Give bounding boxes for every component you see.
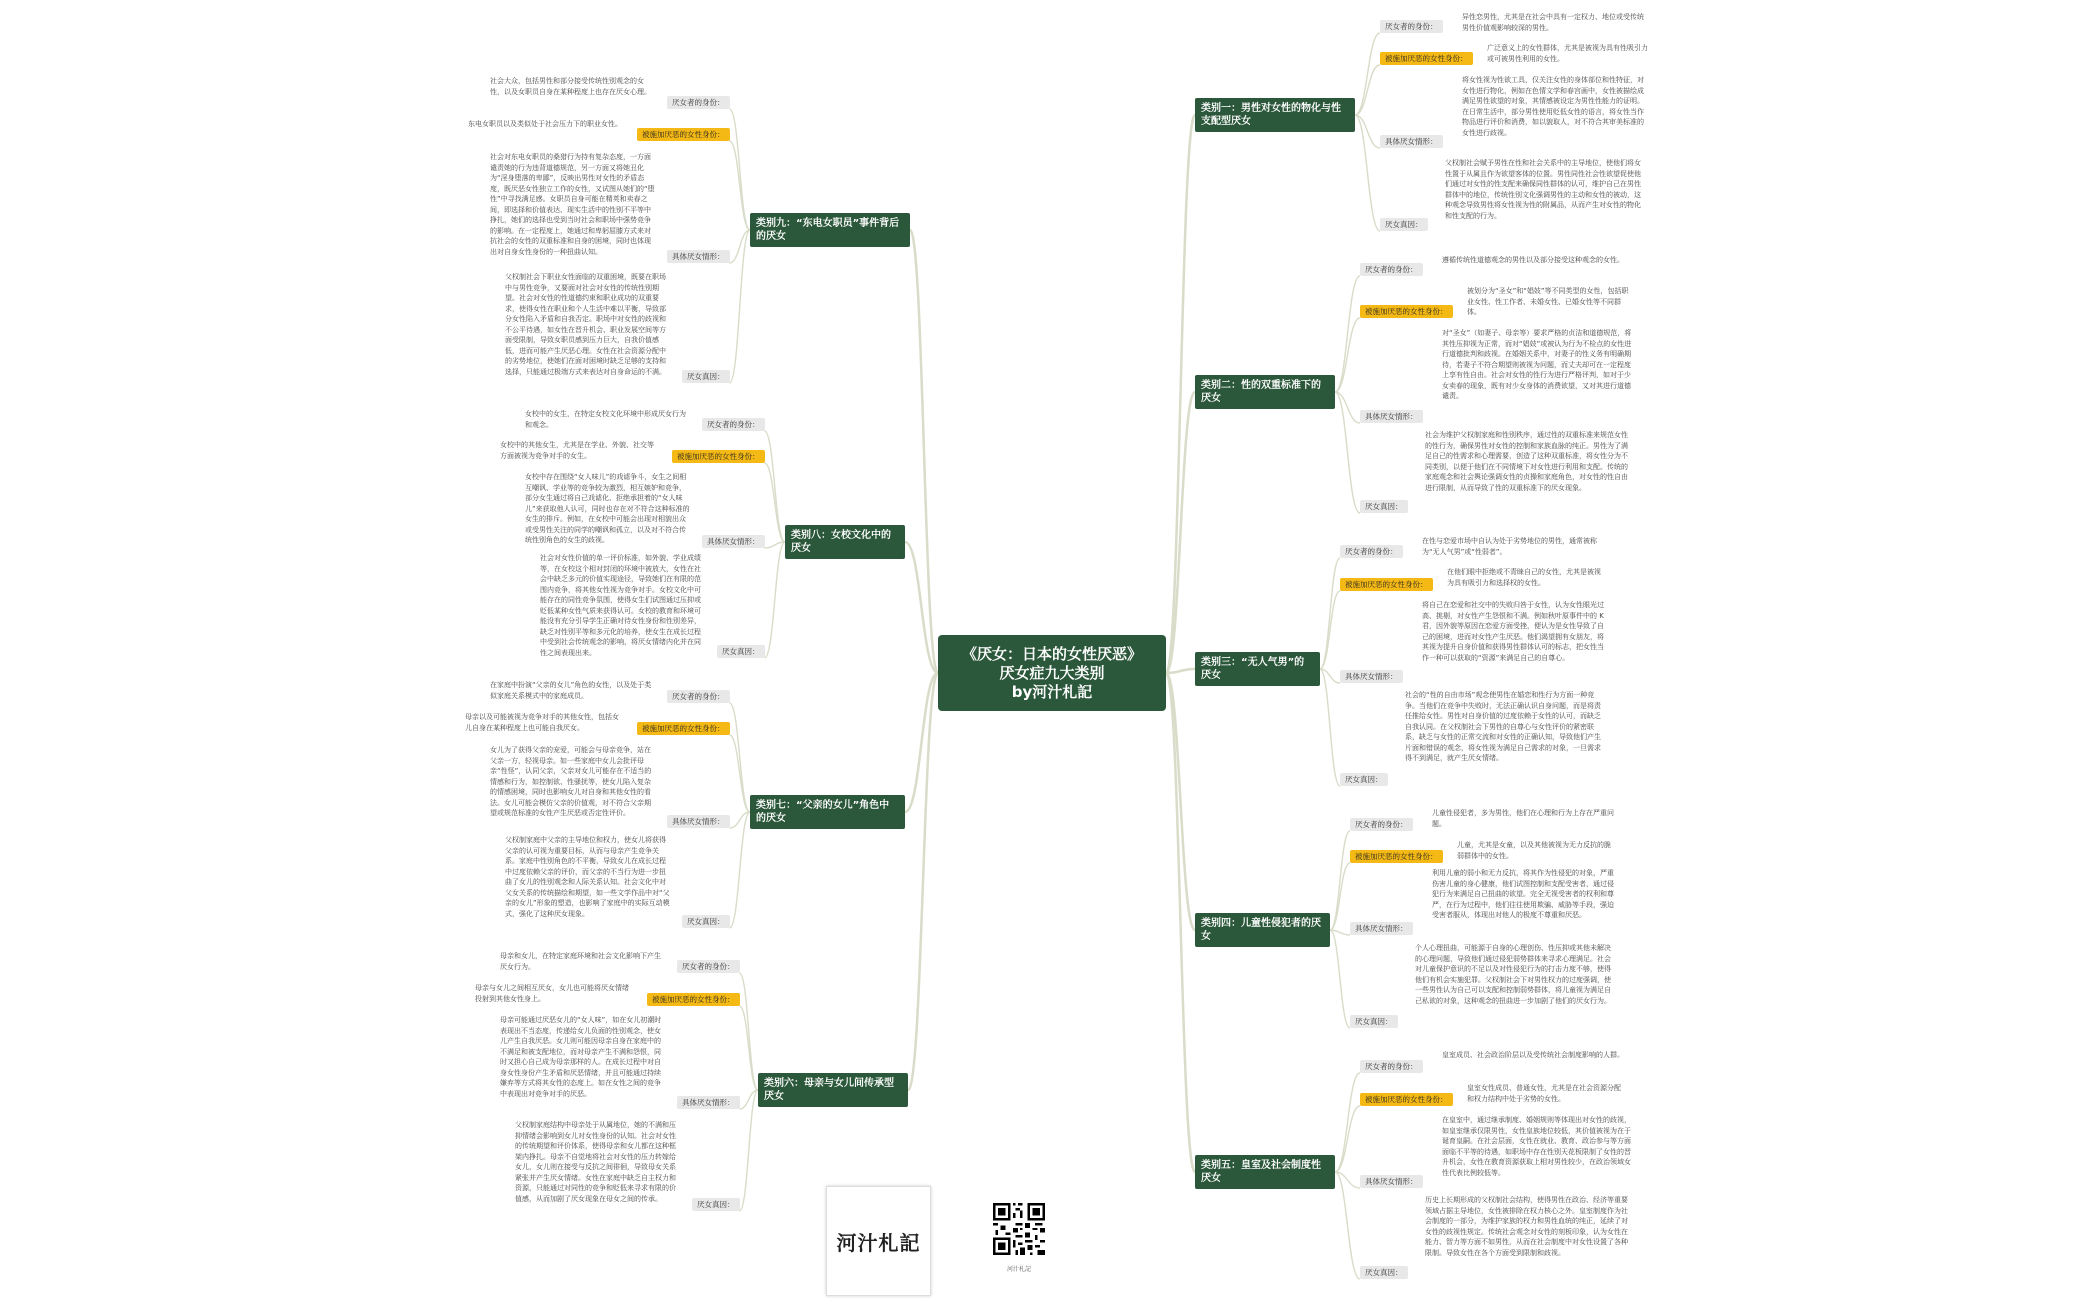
category-9-detail-label: 具体厌女情形： [667,250,730,263]
category-4-truth-text: 个人心理扭曲，可能源于自身的心理创伤、性压抑或其他未解决的心理问题，导致他们通过侵犯弱势群体来寻求心理满足。社会对儿童保护意识的不足以及对性侵犯行为的打击力度不够，使得他们有机会实施犯罪。父权制社会下对男性权力的过度强调，使一些男性认为自己可以支配和控制弱势群体，将儿童视为满足自己私欲的对象，这种观念的扭曲进一步加剧了他们的厌女行为。 [1415,944,1611,1005]
category-4-who-label: 厌女者的身份： [1350,818,1413,831]
sub-line-8-victim [765,463,786,542]
category-4-detail-text: 利用儿童的弱小和无力反抗，将其作为性侵犯的对象，严重伤害儿童的身心健康，他们试图控制和支配受害者，通过侵犯行为来满足自己扭曲的欲望。完全无视受害者的权利和尊严，在行为过程中，他们往往使用欺骗、威胁等手段，强迫受害者服从，体现出对他人的极度不尊重和厌恶。 [1432,869,1614,919]
category-9-truth-text: 父权制社会下职业女性面临的双重困境，既要在职场中与男性竞争，又要面对社会对女性的传统性别期望。社会对女性的性道德约束和职业成功的双重要求，使得女性在职业和个人生活中难以平衡，导致部分女性陷入矛盾和自我否定。职场中对女性的歧视和不公平待遇，如女性在晋升机会、职业发展空间等方面受限制，导致女职员感到压力巨大，自我价值感低，进而可能产生厌恶心理。女性在社会资源分配中的劣势地位，使她们在面对困境时缺乏足够的支持和选择，只能通过极端方式来表达对自身命运的不满。 [505,273,666,376]
category-4-node[interactable]: 类别四：儿童性侵犯者的厌女 [1195,913,1330,947]
category-8-who-label: 厌女者的身份： [702,418,765,431]
sub-line-4-victim [1330,863,1350,930]
category-9-victim-text: 东电女职员以及类似处于社会压力下的职业女性。 [468,120,622,128]
category-3-detail-label: 具体厌女情形： [1340,670,1403,683]
category-5-truth-text: 历史上长期形成的父权制社会结构，使得男性在政治、经济等重要领域占据主导地位，女性被排除在权力核心之外。皇室制度作为社会制度的一部分，为维护家族的权力和男性血统的纯正，延续了对女性的歧视性规定。传统社会观念对女性的刻板印象，认为女性在能力、智力等方面不如男性，从而在社会制度中对女性设置了各种限制。导致女性在各个方面受到限制和歧视。 [1425,1196,1628,1257]
category-2-victim-text: 被划分为“圣女”和“娼妓”等不同类型的女性，包括职业女性、性工作者、未婚女性、已婚女性等不同群体。 [1467,287,1629,316]
category-2-victim-label: 被施加厌恶的女性身份： [1360,305,1453,318]
category-5-who-label: 厌女者的身份： [1360,1060,1423,1073]
category-2-detail-label: 具体厌女情形： [1360,410,1423,423]
category-5-victim-text: 皇室女性成员、普通女性，尤其是在社会资源分配和权力结构中处于劣势的女性。 [1467,1084,1621,1103]
category-5-who-text: 皇室成员、社会政治阶层以及受传统社会制度影响的人群。 [1442,1051,1624,1059]
brand-logo [826,1186,931,1296]
category-9-who-text: 社会大众，包括男性和部分接受传统性别观念的女性，以及女职员自身在某种程度上也存在厌女心理。 [490,77,651,96]
category-3-detail-text: 将自己在恋爱和社交中的失败归咎于女性，认为女性眼光过高、挑剔，对女性产生怨恨和不满。例如秋叶原事件中的 K 君，因外貌等原因在恋爱方面受挫，便认为是女性导致了自己的困境，进而对女性产生厌恶。他们渴望拥有女朋友，将其视为提升自身价值和获得男性群体认可的标志，把女性当作一种可以获取的“资源”来满足自己的自尊心。 [1422,601,1604,662]
category-2-truth-text: 社会为维护父权制家庭和性别秩序，通过性的双重标准来规范女性的性行为，确保男性对女性的控制和家族血脉的纯正。男性为了满足自己的性需求和心理需要，创造了这种双重标准，将女性分为不同类别，以便于他们在不同情境下对女性进行利用和支配。传统的家庭观念和社会舆论强调女性的贞操和家庭角色，对女性的性自由进行限制，从而导致了性的双重标准下的厌女现象。 [1425,431,1628,492]
category-2-who-text: 遵循传统性道德观念的男性以及部分接受这种观念的女性。 [1442,256,1624,264]
category-6-who-text: 母亲和女儿，在特定家庭环境和社会文化影响下产生厌女行为。 [500,952,661,971]
category-6-victim-text: 母亲与女儿之间相互厌女，女儿也可能将厌女情绪投射到其他女性身上。 [475,984,629,1003]
sub-line-9-who [730,109,751,230]
branch-line-1 [1166,115,1195,673]
sub-line-9-truth [730,230,751,383]
category-1-who-label: 厌女者的身份： [1380,20,1443,33]
category-6-truth-text: 父权制家庭结构中母亲处于从属地位，她的不满和压抑情绪会影响到女儿对女性身份的认知。社会对女性的传统期望和评价体系，使得母亲和女儿都在这种框架内挣扎。母亲不自觉地将社会对女性的压力转嫁给女儿，女儿则在接受与反抗之间徘徊，导致母女关系紧张并产生厌女情绪。女性在家庭中缺乏自主权力和资源，只能通过对同性的竞争和贬低来寻求有限的价值感，从而加剧了厌女现象在母女之间的传承。 [515,1121,676,1203]
category-9-who-label: 厌女者的身份： [667,96,730,109]
sub-line-5-victim [1335,1106,1360,1172]
central-topic[interactable] [938,635,1166,711]
branch-line-3 [1166,669,1195,673]
category-6-who-label: 厌女者的身份： [677,960,740,973]
category-6-node[interactable]: 类别六：母亲与女儿间传承型厌女 [758,1073,908,1107]
category-5-victim-label: 被施加厌恶的女性身份： [1360,1093,1453,1106]
category-1-node[interactable]: 类别一：男性对女性的物化与性支配型厌女 [1195,98,1355,132]
category-2-truth-label: 厌女真因： [1360,500,1408,513]
category-3-who-label: 厌女者的身份： [1340,545,1403,558]
sub-line-5-who [1335,1073,1360,1172]
sub-line-8-truth [765,542,786,658]
central-title-line1: 《厌女：日本的女性厌恶》 [961,644,1142,663]
category-4-victim-text: 儿童，尤其是女童，以及其他被视为无力反抗的脆弱群体中的女性。 [1457,841,1611,860]
category-9-victim-label: 被施加厌恶的女性身份： [637,128,730,141]
category-7-node[interactable]: 类别七：“父亲的女儿”角色中的厌女 [750,795,905,829]
category-7-who-text: 在家庭中扮演“父亲的女儿”角色的女性，以及处于类似家庭关系模式中的家庭成员。 [490,681,652,700]
category-3-truth-text: 社会的“性的自由市场”观念使男性在婚恋和性行为方面一种竞争。当他们在竞争中失败时，无法正确认识自身问题，而是将责任推给女性。男性对自身价值的过度依赖于女性的认可，而缺乏自我认同。在父权制社会下男性的自尊心与女性评价的紧密联系，缺乏与女性的正常交流和对女性的正确认知，导致他们产生片面和错误的观念，将女性视为满足自己需求的对象，一旦需求得不到满足，就产生厌女情绪。 [1405,691,1601,762]
central-title-line3: by河汁札記 [1011,682,1093,701]
category-6-victim-label: 被施加厌恶的女性身份： [647,993,740,1006]
sub-line-7-truth [730,812,751,928]
category-2-who-label: 厌女者的身份： [1360,263,1423,276]
category-9-node[interactable]: 类别九：“东电女职员”事件背后的厌女 [750,213,910,247]
category-1-truth-text: 父权制社会赋予男性在性和社会关系中的主导地位，使他们将女性置于从属且作为欲望客体的位置。男性同性社会性欲望促使他们通过对女性的性支配来确保同性群体的认可，维护自己在男性群体中的地位，传统性别文化强调男性的主动和女性的被动，这种观念导致男性将女性视为性的附属品，从而产生对女性的物化和性支配的行为。 [1445,159,1641,220]
sub-line-9-victim [730,141,751,230]
category-7-victim-label: 被施加厌恶的女性身份： [637,722,730,735]
category-7-detail-label: 具体厌女情形： [667,815,730,828]
category-1-truth-label: 厌女真因： [1380,218,1428,231]
category-1-detail-text: 将女性视为性欲工具，仅关注女性的身体部位和性特征，对女性进行物化，例如在色情文学和春宫画中，女性被描绘成满足男性欲望的对象，其情感被设定为男性性能力的证明。在日常生活中，部分男性使用贬低女性的语言，将女性当作物品进行评价和消费，如以貌取人，对不符合其审美标准的女性进行歧视。 [1462,76,1644,137]
category-5-truth-label: 厌女真因： [1360,1266,1408,1279]
sub-line-3-detail [1320,669,1340,683]
branch-line-9 [910,230,938,673]
qr-caption: 河汁札記 [1006,1266,1031,1273]
sub-line-3-truth [1320,669,1340,786]
central-title-line2: 厌女症九大类别 [999,663,1105,682]
category-3-victim-label: 被施加厌恶的女性身份： [1340,578,1433,591]
category-8-node[interactable]: 类别八：女校文化中的厌女 [785,525,905,559]
category-8-victim-text: 女校中的其他女生，尤其是在学业、外貌、社交等方面被视为竞争对手的女生。 [500,441,654,460]
sub-line-6-who [740,973,759,1090]
sub-line-2-who [1335,276,1360,392]
sub-line-6-victim [740,1006,759,1090]
category-2-detail-text: 对“圣女”（如妻子、母亲等）要求严格的贞洁和道德规范，将其性压抑视为正常，而对“娼妓”或被认为行为不检点的女性进行道德批判和歧视。在婚姻关系中，对妻子的性义务有明确期待，若妻子不符合期望则被视为问题，而丈夫却可在一定程度上享有性自由。社会对女性的性行为进行严格评判，如对于少女卖春的现象，既有对少女身体的消费欲望，又对其进行道德谴责。 [1442,329,1632,400]
category-1-detail-label: 具体厌女情形： [1380,135,1443,148]
sub-line-3-victim [1320,591,1340,669]
qr-code-icon [993,1203,1045,1255]
category-6-detail-text: 母亲可能通过厌恶女儿的“女人味”，如在女儿初潮时表现出不当态度，传递给女儿负面的性别观念，使女儿产生自我厌恶。女儿则可能因母亲自身在家庭中的不满足和被支配地位，而对母亲产生不满和怨恨，同时又担心自己成为母亲那样的人。在成长过程中对自身女性身份产生矛盾和厌恶情绪，并且可能通过持续嫌弃等方式将其女性的态度上。如在女性之间的竞争中表现出对竞争对手的厌恶。 [500,1016,662,1098]
category-6-detail-label: 具体厌女情形： [677,1096,740,1109]
category-5-detail-label: 具体厌女情形： [1360,1175,1423,1188]
category-9-truth-label: 厌女真因： [682,370,730,383]
category-6-truth-label: 厌女真因： [692,1198,740,1211]
category-4-who-text: 儿童性侵犯者，多为男性，他们在心理和行为上存在严重问题。 [1432,809,1614,828]
sub-line-4-truth [1330,930,1350,1028]
sub-line-4-who [1330,831,1350,930]
category-1-victim-label: 被施加厌恶的女性身份： [1380,52,1473,65]
brand-logo-text: 河汁札記 [836,1230,921,1255]
sub-line-8-who [765,431,786,542]
category-7-truth-label: 厌女真因： [682,915,730,928]
category-3-node[interactable]: 类别三：“无人气男”的厌女 [1195,652,1320,686]
category-9-detail-text: 社会对东电女职员的桑猎行为持有复杂态度，一方面谴责她的行为违背道德规范，另一方面又将她丑化为“淫身堕落的卑鄙”，反映出男性对女性的矛盾态度，既厌恶女性独立工作的女性，又试图从她们的“堕性”中寻找满足感。女职员自身可能在精英和卖春之间，即选择和价值表达、现实生活中的性别不平等中挣扎，她们的选择也受到当时社会和职场中强势竞争的影响。在一定程度上，她通过和卑躬屈膝方式来对抗社会的女性的双重标准和自身的困境，同时也体现出对自身女性身份的一种扭曲认知。 [490,153,655,256]
sub-line-2-truth [1335,392,1360,513]
category-8-truth-label: 厌女真因： [717,645,765,658]
category-3-who-text: 在性与恋爱市场中自认为处于劣势地位的男性，通常被称为“无人气男”或“性弱者”。 [1422,537,1597,556]
category-8-detail-label: 具体厌女情形： [702,535,765,548]
sub-line-7-victim [730,735,751,812]
category-8-who-text: 女校中的女生，在特定女校文化环境中形成厌女行为和观念。 [525,410,686,429]
category-8-victim-label: 被施加厌恶的女性身份： [672,450,765,463]
category-5-detail-text: 在皇室中，通过继承制度、婚姻规则等体现出对女性的歧视，如皇室继承仅限男性，女性皇族地位较低，其价值被视为在于诞育皇嗣。在社会层面，女性在就业、教育、政治参与等方面面临不平等的待遇，如职场中存在性别天花板限制了女性的晋升机会，女性在教育资源获取上相对男性较少，在政治领域女性代表比例较低等。 [1442,1116,1631,1177]
sub-line-3-who [1320,558,1340,669]
category-4-truth-label: 厌女真因： [1350,1015,1398,1028]
category-7-victim-text: 母亲以及可能被视为竞争对手的其他女性，包括女儿自身在某种程度上也可能自我厌女。 [465,713,619,732]
category-4-victim-label: 被施加厌恶的女性身份： [1350,850,1443,863]
category-2-node[interactable]: 类别二：性的双重标准下的厌女 [1195,375,1335,409]
sub-line-7-detail [730,812,751,828]
category-3-victim-text: 在他们眼中拒绝或不青睐自己的女性，尤其是被视为具有吸引力和选择权的女性。 [1447,568,1601,587]
category-7-detail-text: 女儿为了获得父亲的宠爱，可能会与母亲竞争，站在父亲一方，轻视母亲。如一些家庭中女儿会批评母亲“性怪”，认同父亲，父亲对女儿可能存在不适当的情感和行为，如控制欲、性骚扰等，使女儿陷入复杂的情感困境，同时也影响女儿对自身和其他女性的看法。女儿可能会模仿父亲的价值观，对不符合父亲期望或规范标准的女性产生厌恶或否定性评价。 [490,746,652,817]
category-8-truth-text: 社会对女性价值的单一评价标准，如外貌、学业成绩等，在女校这个相对封闭的环境中被放大，女性在社会中缺乏多元的价值实现途径，导致她们在有限的范围内竞争，将其他女性视为竞争对手。女校文化中可能存在的同性竞争氛围，使得女生们试图通过压抑或贬低某种女性气质来获得认可。女校的教育和环境可能没有充分引导学生正确对待女性身份和性别差异，缺乏对性别平等和多元化的培养，使女生在成长过程中受到社会传统观念的影响，将厌女情绪内化并在同性之间表现出来。 [540,554,701,657]
category-5-node[interactable]: 类别五：皇室及社会制度性厌女 [1195,1155,1335,1189]
category-8-detail-text: 女校中存在围绕“女人味儿”的戏谑争斗，女生之间相互嘲讽、学业等的竞争较为激烈，相互嫉妒和竞争，部分女生通过将自己戏谑化、拒绝承担着的“女人味儿”来获取他人认可，同时也存在对不符合这种标准的女生的排斥。例如，在女校中可能会出现对相貌出众或受男性关注的同学的嘲讽和孤立，以及对不符合传统性别角色的女生的歧视。 [525,473,690,544]
category-4-detail-label: 具体厌女情形： [1350,922,1413,935]
sub-line-1-who [1355,33,1380,115]
category-7-truth-text: 父权制家庭中父亲的主导地位和权力，使女儿将获得父亲的认可视为重要目标，从而与母亲产生竞争关系。家庭中性别角色的不平衡，导致女儿在成长过程中过度依赖父亲的评价，而父亲的不当行为进一步扭曲了女儿的性别观念和人际关系认知。社会文化中对父女关系的传统描绘和期望，如一些文学作品中对“父亲的女儿”形象的塑造，也影响了家庭中的实际互动模式，强化了这种厌女现象。 [505,836,670,918]
sub-line-7-who [730,703,751,812]
category-1-victim-text: 广泛意义上的女性群体，尤其是被视为具有性吸引力或可被男性利用的女性。 [1487,44,1648,63]
category-3-truth-label: 厌女真因： [1340,773,1388,786]
category-7-who-label: 厌女者的身份： [667,690,730,703]
category-1-who-text: 异性恋男性，尤其是在社会中具有一定权力、地位或受传统男性价值观影响较深的男性。 [1462,13,1644,32]
